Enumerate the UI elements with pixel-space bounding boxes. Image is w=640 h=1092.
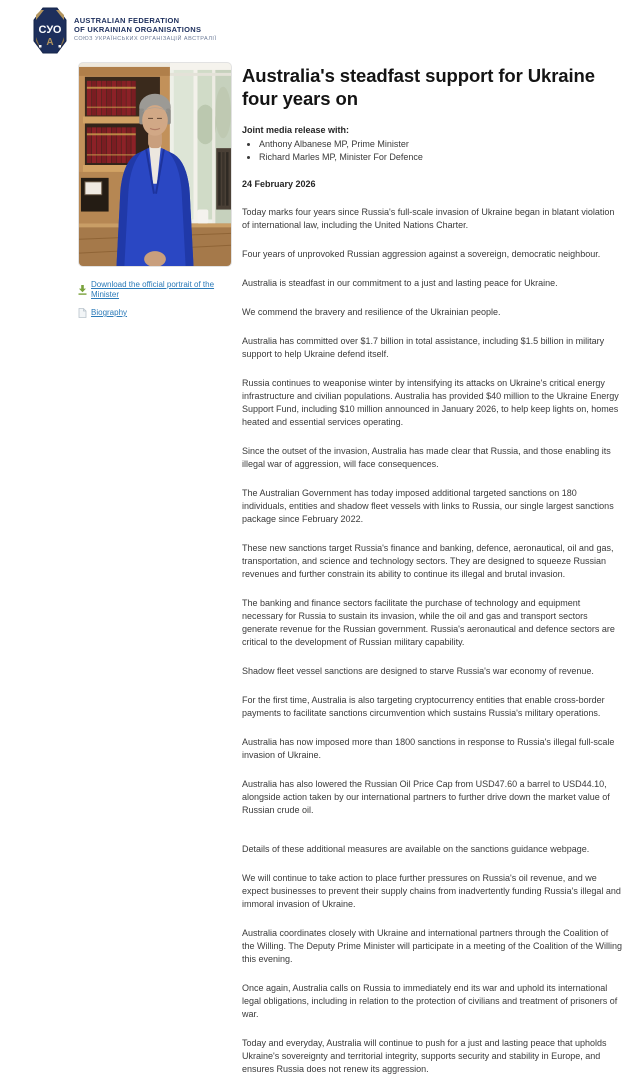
article-paragraph: Today marks four years since Russia's full-scale invasion of Ukraine began in blatant violation of international law, including the United Nations Charter. bbox=[242, 207, 615, 230]
biography-link[interactable]: Biography bbox=[91, 308, 128, 317]
article-paragraph: Details of these additional measures are available on the sanctions guidance webpage. bbox=[242, 844, 590, 854]
article-paragraph: For the first time, Australia is also targeting cryptocurrency entities that enable cross-border payments to facilitate sanctions circumvention which sustains Russia's military operations. bbox=[242, 695, 605, 718]
joint-release-person: • Anthony Albanese MP, Prime Minister bbox=[259, 138, 622, 151]
download-portrait-link[interactable]: Download the official portrait of the Minister bbox=[91, 280, 215, 299]
article-paragraph: Australia has also lowered the Russian Oil Price Cap from USD47.60 a barrel to USD44.10, alongside action taken by our international partners to further drive down the market value of Russian crude oil. bbox=[242, 779, 610, 815]
download-icon bbox=[78, 285, 87, 295]
org-name-line1: AUSTRALIAN FEDERATION bbox=[74, 16, 180, 25]
article-paragraph: Australia has committed over $1.7 billion in total assistance, including $1.5 billion in military support to help Ukraine defend itself. bbox=[242, 336, 605, 359]
article-paragraph: Australia coordinates closely with Ukraine and international partners through the Coalition of the Willing. The Deputy Prime Minister will participate in a meeting of the Coalition of the Willing this evening. bbox=[242, 928, 622, 964]
article-paragraph: Since the outset of the invasion, Australia has made clear that Russia, and those enabling its illegal war of aggression, will face consequences. bbox=[242, 446, 611, 469]
page-title: Australia's steadfast support for Ukraine four years on bbox=[242, 65, 595, 109]
sidebar bbox=[78, 62, 232, 1092]
article-paragraph: Russia continues to weaponise winter by intensifying its attacks on Ukraine's critical energy infrastructure and civilian populations. Australia has provided $40 million to the Ukraine Energy Support Fund, including $10 million announced in January 2026, to help keep lights on, homes heated and essential services operating. bbox=[242, 378, 619, 427]
article-paragraph: We commend the bravery and resilience of the Ukrainian people. bbox=[242, 307, 501, 317]
joint-release-list bbox=[242, 138, 622, 164]
joint-release-label: Joint media release with: bbox=[242, 125, 350, 135]
article bbox=[242, 62, 622, 1092]
article-paragraph: The banking and finance sectors facilitate the purchase of technology and equipment necessary for Russia to sustain its invasion, while the oil and gas and transport sectors generate revenue for the Russian government. Russia's aeronautical and defence sectors are critical to the development of Russian military capability. bbox=[242, 598, 615, 647]
sidebar-links bbox=[78, 280, 232, 318]
biography-row bbox=[78, 308, 232, 318]
article-paragraph: Australia has now imposed more than 1800 sanctions in response to Russia's illegal full-scale invasion of Ukraine. bbox=[242, 737, 615, 760]
article-paragraph: Four years of unprovoked Russian aggression against a sovereign, democratic neighbour. bbox=[242, 249, 601, 259]
org-emblem-monogram: СУО bbox=[38, 24, 62, 36]
article-paragraph: We will continue to take action to place further pressures on Russia's oil revenue, and we expect businesses to prevent their supply chains from inadvertently funding Russia's illegal and immoral invasion of Ukraine. bbox=[242, 873, 621, 909]
article-paragraph: The Australian Government has today imposed additional targeted sanctions on 180 individuals, entities and shadow fleet vessels with links to Russia, our single largest sanctions package since February 2022. bbox=[242, 488, 614, 524]
site-header-logo[interactable] bbox=[33, 7, 217, 54]
article-paragraphs bbox=[242, 206, 622, 1076]
joint-release-person: • Richard Marles MP, Minister For Defence bbox=[259, 151, 622, 164]
org-name-ukrainian: СОЮЗ УКРАЇНСЬКИХ ОРГАНІЗАЦІЙ АВСТРАЛІЇ bbox=[74, 36, 217, 42]
org-name-line2: OF UKRAINIAN ORGANISATIONS bbox=[74, 25, 202, 34]
org-emblem-icon bbox=[33, 7, 67, 54]
minister-portrait-photo bbox=[78, 62, 232, 267]
release-date: 24 February 2026 bbox=[242, 179, 316, 189]
document-icon bbox=[78, 308, 87, 318]
download-portrait-row bbox=[78, 280, 232, 300]
article-paragraph: Shadow fleet vessel sanctions are designed to starve Russia's war economy of revenue. bbox=[242, 666, 594, 676]
org-emblem-letter-a: А bbox=[46, 37, 54, 48]
content-area bbox=[78, 62, 622, 1092]
article-paragraph: Australia is steadfast in our commitment to a just and lasting peace for Ukraine. bbox=[242, 278, 558, 288]
article-paragraph: These new sanctions target Russia's finance and banking, defence, aeronautical, oil and gas, transportation, and science and technology sectors. They are designed to squeeze Russian revenues and further constrain its ability to continue its illegal and brutal invasion. bbox=[242, 543, 614, 579]
article-paragraph: Once again, Australia calls on Russia to immediately end its war and uphold its international legal obligations, including in relation to the protection of civilians and treatment of prisoners of war. bbox=[242, 983, 618, 1019]
article-paragraph: Today and everyday, Australia will continue to push for a just and lasting peace that upholds Ukraine's sovereignty and territorial integrity, supports security and stability in Europe, and ensures Russia does not renew its aggression. bbox=[242, 1038, 607, 1074]
minister-portrait-illustration bbox=[79, 63, 231, 266]
org-name-block bbox=[74, 7, 217, 42]
